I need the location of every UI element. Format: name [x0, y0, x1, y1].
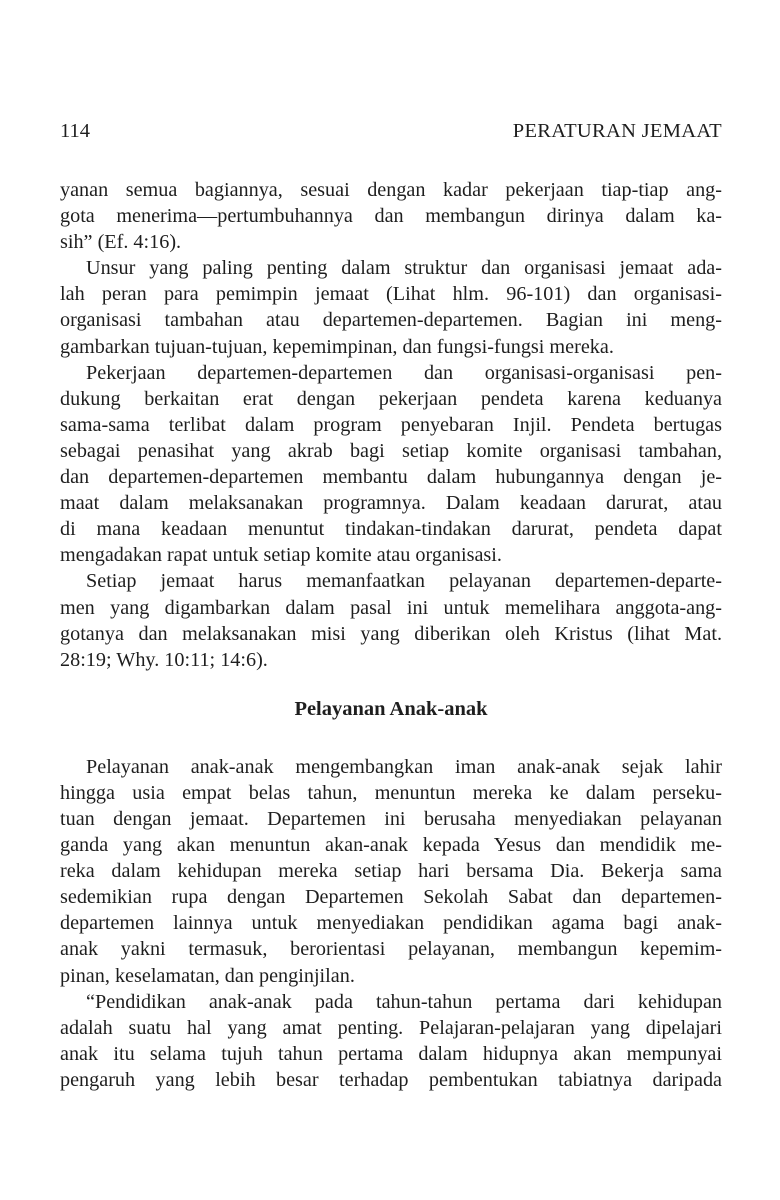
text-line: pengaruh yang lebih besar terhadap pembentukan tabiatnya daripada: [60, 1068, 722, 1091]
text-line: sedemikian rupa dengan Departemen Sekolah Sabat dan departemen-: [60, 886, 722, 909]
text-line: pinan, keselamatan, dan penginjilan.: [60, 964, 355, 987]
text-line: di mana keadaan menuntut tindakan-tindakan darurat, pendeta dapat: [60, 518, 722, 541]
paragraph: [60, 177, 722, 255]
paragraph: [60, 255, 722, 359]
text-line: departemen lainnya untuk menyediakan pendidikan agama bagi anak-: [60, 912, 722, 935]
text-line: sama-sama terlibat dalam program penyebaran Injil. Pendeta bertugas: [60, 413, 722, 436]
text-line: men yang digambarkan dalam pasal ini untuk memelihara anggota-ang-: [60, 596, 722, 619]
text-line: hingga usia empat belas tahun, menuntun mereka ke dalam perseku-: [60, 781, 722, 804]
text-line: sebagai penasihat yang akrab bagi setiap komite organisasi tambahan,: [60, 439, 722, 462]
text-line: adalah suatu hal yang amat penting. Pelajaran-pelajaran yang dipelajari: [60, 1016, 722, 1039]
paragraph: [60, 360, 722, 569]
text-line: mengadakan rapat untuk setiap komite atau organisasi.: [60, 544, 502, 567]
running-title: PERATURAN JEMAAT: [512, 120, 722, 142]
text-line: 28:19; Why. 10:11; 14:6).: [60, 648, 268, 671]
text-line: gambarkan tujuan-tujuan, kepemimpinan, dan fungsi-fungsi mereka.: [60, 335, 614, 358]
text-line: anak yakni termasuk, berorientasi pelayanan, membangun kepemim-: [60, 938, 722, 961]
paragraph: [60, 754, 722, 989]
text-line: Setiap jemaat harus memanfaatkan pelayanan departemen-departe-: [86, 570, 722, 593]
text-line: Pekerjaan departemen-departemen dan organisasi-organisasi pen-: [86, 361, 722, 384]
paragraphs-after-heading: [60, 754, 722, 1093]
book-page: [60, 0, 722, 1200]
text-line: gotanya dan melaksanakan misi yang diberikan oleh Kristus (lihat Mat.: [60, 622, 722, 645]
text-line: reka dalam kehidupan mereka setiap hari bersama Dia. Bekerja sama: [60, 860, 722, 883]
section-heading: Pelayanan Anak-anak: [294, 697, 488, 720]
body-text: [60, 177, 722, 1093]
text-line: dukung berkaitan erat dengan pekerjaan pendeta karena keduanya: [60, 387, 722, 410]
text-line: maat dalam melaksanakan programnya. Dalam keadaan darurat, atau: [60, 492, 722, 515]
page-number: 114: [60, 120, 90, 142]
running-header: [60, 116, 722, 146]
text-line: lah peran para pemimpin jemaat (Lihat hlm. 96-101) dan organisasi-: [60, 283, 722, 306]
text-line: Pelayanan anak-anak mengembangkan iman anak-anak sejak lahir: [86, 755, 722, 778]
paragraph: [60, 989, 722, 1093]
text-line: ganda yang akan menuntun akan-anak kepada Yesus dan mendidik me-: [60, 834, 722, 857]
text-line: Unsur yang paling penting dalam struktur dan organisasi jemaat ada-: [86, 257, 722, 280]
text-line: anak itu selama tujuh tahun pertama dalam hidupnya akan mempunyai: [60, 1042, 722, 1065]
text-line: sih” (Ef. 4:16).: [60, 231, 182, 254]
text-line: tuan dengan jemaat. Departemen ini berusaha menyediakan pelayanan: [60, 807, 722, 830]
paragraphs-before-heading: [60, 177, 722, 673]
text-line: yanan semua bagiannya, sesuai dengan kadar pekerjaan tiap-tiap ang-: [60, 179, 722, 201]
text-line: gota menerima—pertumbuhannya dan membangun dirinya dalam ka-: [60, 205, 722, 228]
text-line: dan departemen-departemen membantu dalam hubungannya dengan je-: [60, 466, 722, 489]
text-line: organisasi tambahan atau departemen-departemen. Bagian ini meng-: [60, 309, 722, 332]
text-line: “Pendidikan anak-anak pada tahun-tahun pertama dari kehidupan: [86, 990, 722, 1013]
paragraph: [60, 568, 722, 672]
